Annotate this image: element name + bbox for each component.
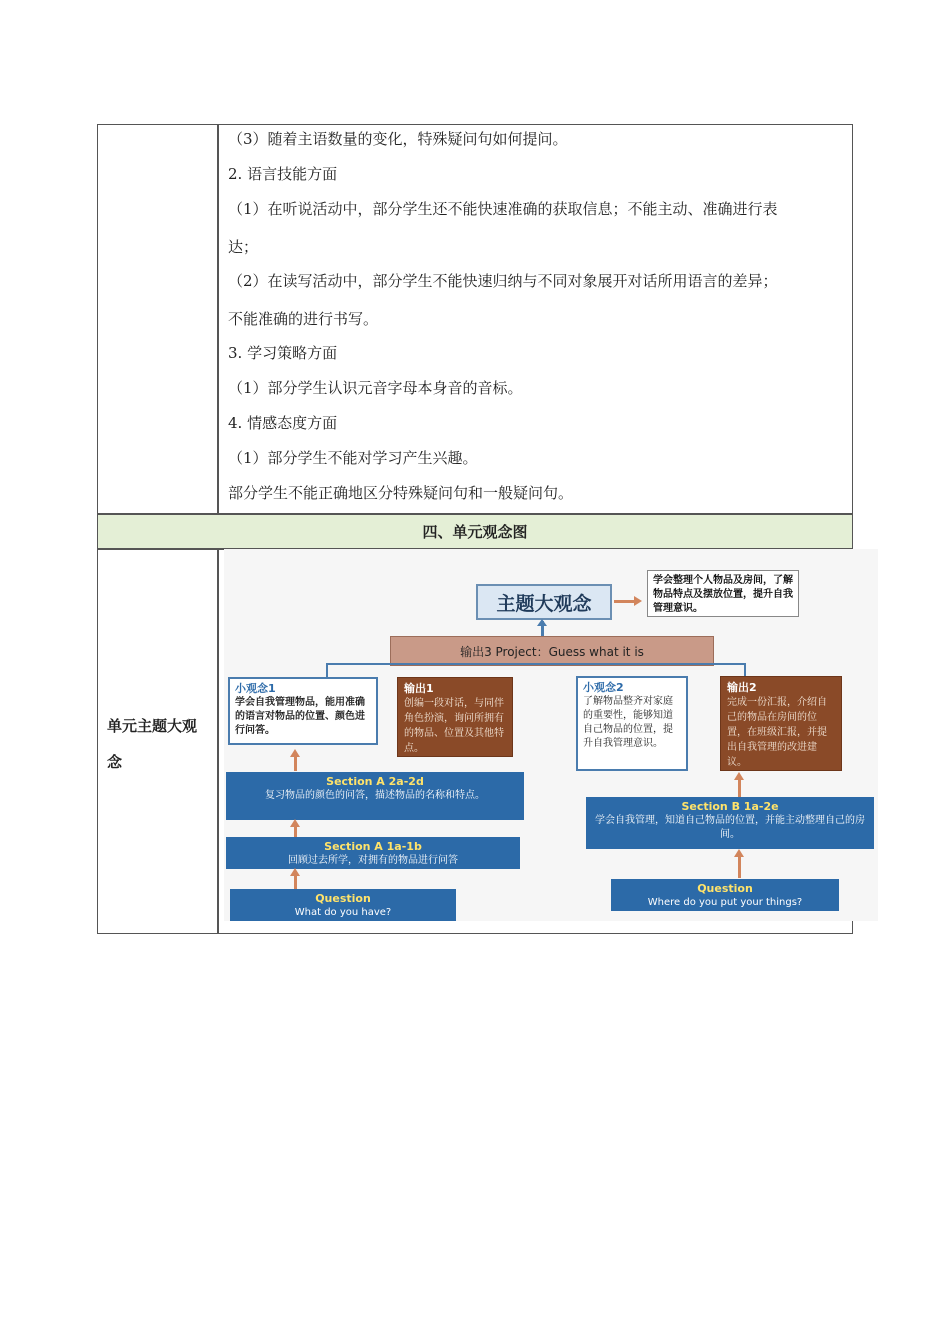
arrow-up-icon [290,819,300,827]
section-a1-box [226,837,520,869]
output2-title: 输出2 [727,681,757,694]
text-line: 2. 语言技能方面 [228,165,338,183]
text-line: 3. 学习策略方面 [228,344,338,362]
text-line: （3）随着主语数量的变化，特殊疑问句如何提问。 [228,130,568,148]
section-b-title: Section B 1a-2e [681,800,779,813]
arrow-up-icon [290,749,300,757]
connector [326,663,746,665]
connector [326,663,328,677]
question2-box [611,879,839,911]
section-a2-text: 复习物品的颜色的问答，描述物品的名称和特点。 [265,790,485,801]
concept2-text: 了解物品整齐对家庭的重要性，能够知道自己物品的位置，提升自我管理意识。 [583,696,673,749]
section-a2-box [226,772,524,820]
section-a1-text: 回顾过去所学，对拥有的物品进行问答 [288,855,458,866]
arrow-shaft [294,875,297,889]
question2-title: Question [697,882,753,895]
text-line: （1）在听说活动中，部分学生还不能快速准确的获取信息；不能主动、准确进行表 [228,200,778,218]
question1-box [230,889,456,921]
text-line: 4. 情感态度方面 [228,414,338,432]
section-a1-title: Section A 1a-1b [324,840,422,853]
question1-title: Question [315,892,371,905]
table-cell-left-empty [97,124,218,514]
arrow-up-icon [734,772,744,780]
concept1-title: 小观念1 [235,682,276,695]
concept2-title: 小观念2 [583,681,624,694]
section-b-box [586,797,874,849]
output1-text: 创编一段对话，与同伴角色扮演，询问所拥有的物品、位置及其他特点。 [404,698,504,754]
text-line: （1）部分学生认识元音字母本身音的音标。 [228,379,523,397]
section-a2-title: Section A 2a-2d [326,775,424,788]
topic-box: 主题大观念 [476,584,612,620]
concept1-box [228,677,378,745]
arrow-up-icon [537,619,547,626]
arrow-shaft [614,600,636,603]
section-header [97,514,853,549]
connector [744,663,746,677]
output1-box [397,677,513,757]
output2-text: 完成一份汇报，介绍自己的物品在房间的位置，在班级汇报，并提出自我管理的改进建议。 [727,697,827,768]
section-header-text: 四、单元观念图 [422,523,528,541]
topic-note: 学会整理个人物品及房间，了解物品特点及摆放位置，提升自我管理意识。 [647,570,799,617]
text-line: （1）部分学生不能对学习产生兴趣。 [228,449,478,467]
concept1-text: 学会自我管理物品，能用准确的语言对物品的位置、颜色进行问答。 [235,697,365,736]
text-line: 不能准确的进行书写。 [228,310,379,328]
output3-box: 输出3 Project：Guess what it is [390,636,714,666]
question1-text: What do you have? [294,907,392,918]
arrow-shaft [294,826,297,837]
output1-title: 输出1 [404,682,434,695]
arrow-right-icon [634,596,642,606]
arrow-up-icon [734,849,744,857]
arrow-shaft [294,756,297,771]
text-line: 达； [228,238,259,256]
output2-box [720,676,842,771]
row-label: 单元主题大观念 [107,717,198,771]
arrow-shaft [738,856,741,878]
concept2-box [576,676,688,771]
text-line: （2）在读写活动中，部分学生不能快速归纳与不同对象展开对话所用语言的差异； [228,272,778,290]
text-line: 部分学生不能正确地区分特殊疑问句和一般疑问句。 [228,484,574,502]
concept-map [224,549,878,921]
arrow-shaft [738,779,741,797]
arrow-up-icon [290,868,300,876]
section-b-text: 学会自我管理，知道自己物品的位置，并能主动整理自己的房间。 [595,815,865,840]
question2-text: Where do you put your things? [647,897,803,908]
